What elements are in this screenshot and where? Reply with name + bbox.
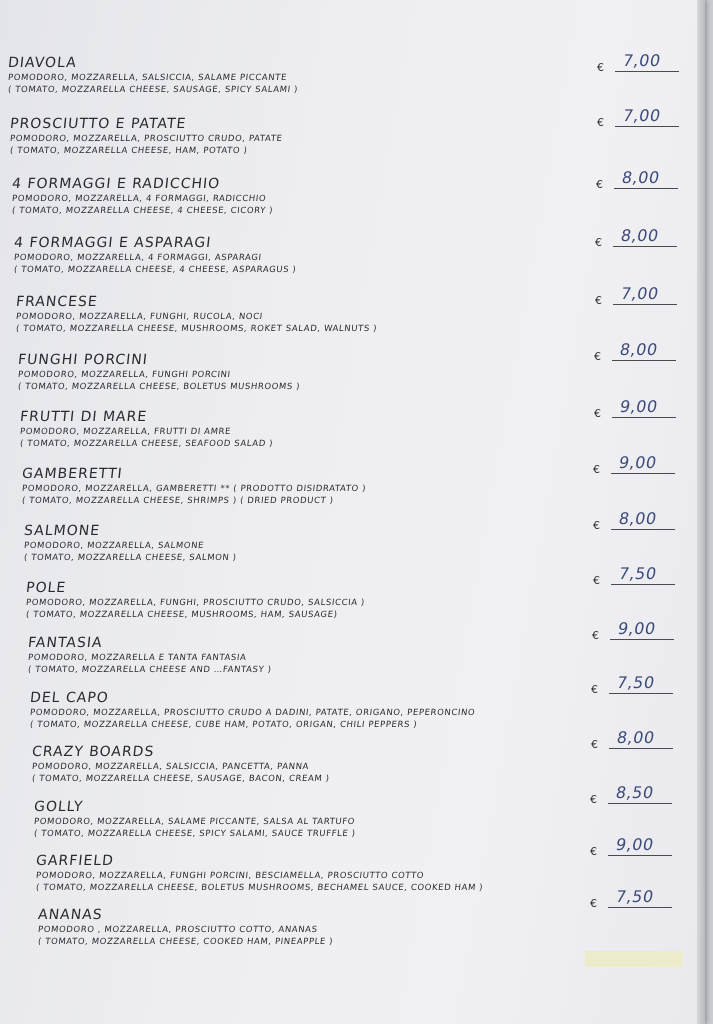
price-frutti-di-mare	[594, 394, 684, 420]
item-ingredients-english: ( TOMATO, MOZZARELLA CHEESE, COOKED HAM, PINEAPPLE )	[37, 937, 334, 947]
menu-item-del-capo	[30, 690, 475, 731]
price-underline	[609, 693, 673, 694]
price-value: 7,50	[617, 564, 659, 583]
menu-item-francese	[16, 294, 377, 335]
euro-symbol: €	[593, 574, 600, 587]
price-value: 9,00	[616, 619, 658, 638]
menu-item-pole	[26, 580, 365, 621]
euro-symbol: €	[590, 845, 597, 858]
item-name: FRUTTI DI MARE	[19, 409, 148, 425]
item-ingredients-english: ( TOMATO, MOZZARELLA CHEESE, SAUSAGE, BACON, CREAM )	[31, 774, 331, 784]
price-underline	[608, 855, 672, 856]
item-ingredients: POMODORO, MOZZARELLA, FUNGHI PORCINI	[17, 370, 232, 380]
price-value: 7,50	[614, 887, 656, 906]
menu-item-diavola	[8, 55, 298, 96]
price-underline	[615, 71, 679, 72]
price-value: 8,50	[614, 783, 656, 802]
price-golly	[590, 780, 680, 806]
price-diavola	[597, 48, 687, 74]
menu-item-gamberetti	[22, 466, 366, 507]
item-ingredients-english: ( TOMATO, MOZZARELLA CHEESE AND …FANTASY )	[27, 665, 273, 675]
item-name: FRANCESE	[15, 294, 99, 310]
price-underline	[608, 907, 672, 908]
menu-item-garfield	[36, 853, 483, 894]
item-ingredients-english: ( TOMATO, MOZZARELLA CHEESE, SALMON )	[23, 553, 238, 563]
menu-item-4-formaggi-e-asparagi	[14, 235, 296, 276]
item-ingredients: POMODORO, MOZZARELLA, PROSCIUTTO CRUDO A DADINI, PATATE, ORIGANO, PEPERONCINO	[29, 708, 476, 718]
price-4-formaggi-e-asparagi	[595, 223, 685, 249]
item-name: GOLLY	[33, 799, 85, 815]
item-ingredients-english: ( TOMATO, MOZZARELLA CHEESE, HAM, POTATO )	[9, 146, 248, 156]
item-name: SALMONE	[23, 523, 101, 539]
menu-item-salmone	[24, 523, 237, 564]
item-ingredients: POMODORO, MOZZARELLA, FRUTTI DI AMRE	[19, 427, 232, 437]
price-underline	[614, 188, 678, 189]
price-value: 8,00	[617, 509, 659, 528]
price-prosciutto-e-patate	[597, 103, 687, 129]
price-value: 9,00	[617, 453, 659, 472]
sticky-tape	[585, 951, 683, 967]
item-ingredients: POMODORO, MOZZARELLA, PROSCIUTTO CRUDO, PATATE	[9, 134, 283, 144]
item-ingredients-english: ( TOMATO, MOZZARELLA CHEESE, SAUSAGE, SPICY SALAMI )	[7, 85, 299, 95]
item-ingredients: POMODORO, MOZZARELLA, 4 FORMAGGI, RADICCHIO	[11, 194, 267, 204]
item-ingredients-english: ( TOMATO, MOZZARELLA CHEESE, SPICY SALAMI, SAUCE TRUFFLE )	[33, 829, 357, 839]
item-ingredients-english: ( TOMATO, MOZZARELLA CHEESE, MUSHROOMS, HAM, SAUSAGE)	[25, 610, 338, 620]
item-ingredients: POMODORO, MOZZARELLA, SALSICCIA, SALAME PICCANTE	[7, 73, 288, 83]
item-ingredients: POMODORO, MOZZARELLA, SALSICCIA, PANCETTA, PANNA	[31, 762, 310, 772]
page-edge	[697, 0, 705, 1024]
euro-symbol: €	[597, 116, 604, 129]
item-name: GAMBERETTI	[21, 466, 124, 482]
euro-symbol: €	[593, 463, 600, 476]
euro-symbol: €	[592, 629, 599, 642]
price-garfield	[590, 832, 680, 858]
price-value: 7,00	[621, 51, 663, 70]
price-crazy-boards	[591, 725, 681, 751]
item-ingredients-english: ( TOMATO, MOZZARELLA CHEESE, BOLETUS MUSHROOMS, BECHAMEL SAUCE, COOKED HAM )	[35, 883, 484, 893]
euro-symbol: €	[590, 897, 597, 910]
euro-symbol: €	[591, 683, 598, 696]
menu-item-fantasia	[28, 635, 272, 676]
item-ingredients: POMODORO, MOZZARELLA E TANTA FANTASIA	[27, 653, 247, 663]
menu-item-funghi-porcini	[18, 352, 300, 393]
item-ingredients: POMODORO, MOZZARELLA, SALMONE	[23, 541, 205, 551]
price-ananas	[590, 884, 680, 910]
item-ingredients-english: ( TOMATO, MOZZARELLA CHEESE, MUSHROOMS, ROKET SALAD, WALNUTS )	[15, 324, 378, 334]
euro-symbol: €	[590, 793, 597, 806]
price-underline	[612, 360, 676, 361]
price-value: 8,00	[618, 340, 660, 359]
item-ingredients-english: ( TOMATO, MOZZARELLA CHEESE, SEAFOOD SALAD )	[19, 439, 274, 449]
price-underline	[611, 529, 675, 530]
price-underline	[611, 473, 675, 474]
price-funghi-porcini	[594, 337, 684, 363]
price-value: 8,00	[619, 226, 661, 245]
price-salmone	[593, 506, 683, 532]
price-underline	[613, 304, 677, 305]
item-ingredients: POMODORO, MOZZARELLA, FUNGHI, RUCOLA, NOCI	[15, 312, 264, 322]
menu-item-4-formaggi-e-radicchio	[12, 176, 273, 217]
item-ingredients-english: ( TOMATO, MOZZARELLA CHEESE, SHRIMPS ) ( DRIED PRODUCT )	[21, 496, 334, 506]
item-name: FANTASIA	[27, 635, 104, 651]
menu-item-frutti-di-mare	[20, 409, 273, 450]
euro-symbol: €	[591, 738, 598, 751]
price-underline	[611, 584, 675, 585]
euro-symbol: €	[594, 407, 601, 420]
item-ingredients: POMODORO, MOZZARELLA, FUNGHI PORCINI, BESCIAMELLA, PROSCIUTTO COTTO	[35, 871, 425, 881]
item-ingredients: POMODORO , MOZZARELLA, PROSCIUTTO COTTO, ANANAS	[37, 925, 319, 935]
euro-symbol: €	[596, 178, 603, 191]
euro-symbol: €	[594, 350, 601, 363]
item-ingredients: POMODORO, MOZZARELLA, 4 FORMAGGI, ASPARAGI	[13, 253, 263, 263]
item-name: FUNGHI PORCINI	[17, 352, 149, 368]
price-underline	[610, 639, 674, 640]
euro-symbol: €	[595, 236, 602, 249]
item-ingredients-english: ( TOMATO, MOZZARELLA CHEESE, 4 CHEESE, ASPARAGUS )	[13, 265, 297, 275]
menu-item-ananas	[38, 907, 333, 948]
item-name: 4 FORMAGGI E ASPARAGI	[13, 235, 213, 251]
price-fantasia	[592, 616, 682, 642]
price-value: 9,00	[618, 397, 660, 416]
item-ingredients-english: ( TOMATO, MOZZARELLA CHEESE, BOLETUS MUSHROOMS )	[17, 382, 301, 392]
price-francese	[595, 281, 685, 307]
price-underline	[608, 803, 672, 804]
price-value: 8,00	[615, 728, 657, 747]
price-value: 7,00	[621, 106, 663, 125]
item-ingredients-english: ( TOMATO, MOZZARELLA CHEESE, 4 CHEESE, CICORY )	[11, 206, 274, 216]
price-underline	[615, 126, 679, 127]
item-ingredients: POMODORO, MOZZARELLA, GAMBERETTI ** ( PRODOTTO DISIDRATATO )	[21, 484, 367, 494]
item-name: POLE	[25, 580, 68, 596]
item-ingredients-english: ( TOMATO, MOZZARELLA CHEESE, CUBE HAM, POTATO, ORIGAN, CHILI PEPPERS )	[29, 720, 418, 730]
price-value: 9,00	[614, 835, 656, 854]
menu-item-golly	[34, 799, 356, 840]
price-underline	[609, 748, 673, 749]
menu-item-crazy-boards	[32, 744, 330, 785]
item-name: DEL CAPO	[29, 690, 110, 706]
item-ingredients: POMODORO, MOZZARELLA, FUNGHI, PROSCIUTTO CRUDO, SALSICCIA )	[25, 598, 366, 608]
euro-symbol: €	[595, 294, 602, 307]
item-name: GARFIELD	[35, 853, 115, 869]
price-pole	[593, 561, 683, 587]
euro-symbol: €	[597, 61, 604, 74]
item-ingredients: POMODORO, MOZZARELLA, SALAME PICCANTE, SALSA AL TARTUFO	[33, 817, 356, 827]
euro-symbol: €	[593, 519, 600, 532]
price-4-formaggi-e-radicchio	[596, 165, 686, 191]
price-del-capo	[591, 670, 681, 696]
price-value: 8,00	[620, 168, 662, 187]
price-underline	[612, 417, 676, 418]
item-name: 4 FORMAGGI E RADICCHIO	[11, 176, 221, 192]
price-value: 7,50	[615, 673, 657, 692]
item-name: ANANAS	[37, 907, 104, 923]
price-value: 7,00	[619, 284, 661, 303]
item-name: CRAZY BOARDS	[31, 744, 156, 760]
menu-item-prosciutto-e-patate	[10, 116, 282, 157]
price-gamberetti	[593, 450, 683, 476]
price-underline	[613, 246, 677, 247]
item-name: DIAVOLA	[7, 55, 78, 71]
item-name: PROSCIUTTO E PATATE	[9, 116, 188, 132]
